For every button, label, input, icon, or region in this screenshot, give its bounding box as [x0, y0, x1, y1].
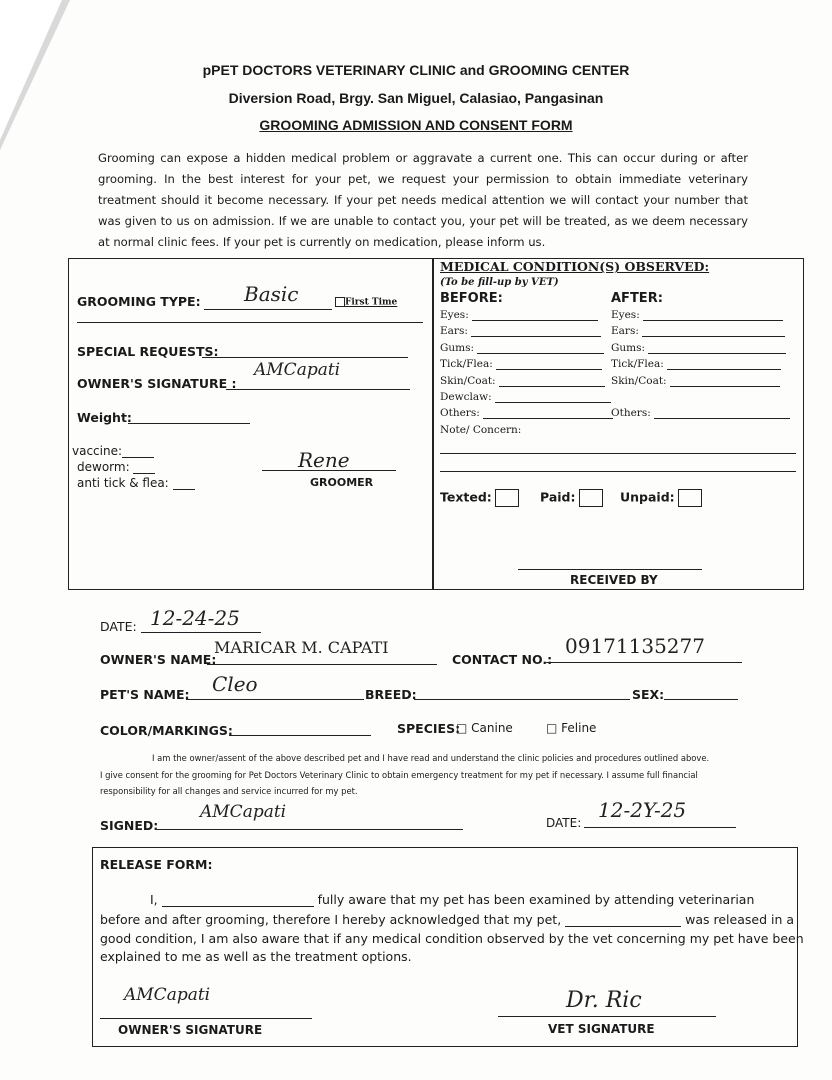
- pet-name-label: PET'S NAME:: [100, 687, 190, 702]
- owner-signature-value: AMCapati: [254, 360, 341, 380]
- consent-text-1: I am the owner/assent of the above described pet and I have read and understand the clinic policies and procedures outlined above.: [152, 753, 710, 763]
- divider: [432, 258, 434, 590]
- grooming-type-label: GROOMING TYPE:: [77, 294, 201, 309]
- paid-label: Paid:: [540, 489, 576, 505]
- anti-tick-label: [77, 476, 195, 490]
- pet-name-value: Cleo: [212, 672, 258, 696]
- owner-name-blank[interactable]: [162, 906, 314, 907]
- consent-text-3: responsibility for all changes and service incurred for my pet.: [100, 786, 358, 796]
- intro-text: Grooming can expose a hidden medical problem or aggravate a current one. This can occur during or after grooming. In the best interest for your pet, we request your permission to obtain immediate veterinary treatment should it become necessary. If your pet needs medical attention we will contact your number that was given to us on admission. If we are unable to contact you, your pet will be treated, as we deem necessary at normal clinic fees. If your pet is currently on medication, please inform us.: [98, 151, 748, 249]
- color-field[interactable]: [229, 720, 371, 736]
- after-item[interactable]: Others:: [611, 407, 790, 423]
- unpaid-checkbox[interactable]: [620, 489, 702, 507]
- release-owner-signature-line[interactable]: [100, 1018, 312, 1019]
- after-item[interactable]: Eyes:: [611, 309, 790, 325]
- first-time-label: First Time: [345, 297, 398, 308]
- after-item[interactable]: Ears:: [611, 325, 790, 341]
- before-item[interactable]: Tick/Flea:: [440, 358, 613, 374]
- release-title: RELEASE FORM:: [100, 857, 213, 872]
- vet-signature-value: Dr. Ric: [566, 988, 642, 1013]
- before-item[interactable]: Ears:: [440, 325, 613, 341]
- release-box: [92, 847, 798, 1047]
- release-line-3: good condition, I am also aware that if any medical condition observed by the vet concerning my pet have been: [100, 931, 804, 946]
- after-item[interactable]: Skin/Coat:: [611, 375, 790, 391]
- owner-name-label: OWNER'S NAME:: [100, 652, 217, 667]
- after-list: [611, 309, 790, 424]
- owner-name-value: MARICAR M. CAPATI: [214, 638, 389, 657]
- unpaid-label: Unpaid:: [620, 489, 675, 505]
- weight-field[interactable]: [128, 408, 250, 424]
- note-line[interactable]: [440, 453, 796, 454]
- sex-field[interactable]: [664, 684, 738, 700]
- date-label: DATE:: [100, 619, 137, 634]
- form-title: GROOMING ADMISSION AND CONSENT FORM: [259, 117, 573, 133]
- release-owner-signature-value: AMCapati: [124, 985, 211, 1005]
- after-item[interactable]: Tick/Flea:: [611, 358, 790, 374]
- special-requests-label: SPECIAL REQUESTS:: [77, 344, 219, 359]
- vet-signature-line[interactable]: [498, 1016, 716, 1017]
- release-line-2: before and after grooming, therefore I hereby acknowledged that my pet, was released in a: [100, 912, 795, 927]
- before-heading: BEFORE:: [440, 291, 503, 306]
- deworm-text: deworm:: [77, 460, 130, 474]
- date-value: 12-24-25: [150, 606, 240, 630]
- before-item[interactable]: Others:: [440, 407, 613, 423]
- before-item[interactable]: Gums:: [440, 342, 613, 358]
- note-line[interactable]: [440, 471, 796, 472]
- breed-label: BREED:: [365, 687, 417, 702]
- signed-label: SIGNED:: [100, 818, 159, 833]
- texted-checkbox[interactable]: [440, 489, 519, 507]
- vet-signature-label: VET SIGNATURE: [548, 1022, 655, 1036]
- received-by-label: RECEIVED BY: [570, 573, 658, 587]
- paid-checkbox[interactable]: [540, 489, 603, 507]
- before-item[interactable]: Dewclaw:: [440, 391, 613, 407]
- pet-name-blank[interactable]: [565, 926, 681, 927]
- received-by-line[interactable]: [518, 569, 702, 570]
- before-item[interactable]: Eyes:: [440, 309, 613, 325]
- grooming-type-line2: [77, 322, 423, 323]
- consent-date-label: DATE:: [546, 816, 582, 830]
- groomer-value: Rene: [298, 448, 350, 472]
- release-owner-signature-label: OWNER'S SIGNATURE: [118, 1023, 263, 1037]
- texted-label: Texted:: [440, 489, 492, 505]
- vaccine-text: vaccine:: [72, 444, 123, 458]
- consent-date-value: 12-2Y-25: [598, 798, 687, 822]
- vaccine-label: [72, 444, 154, 458]
- species-label: SPECIES:: [397, 721, 461, 736]
- first-time-checkbox[interactable]: [335, 297, 397, 308]
- contact-value: 09171135277: [565, 634, 705, 658]
- signed-value: AMCapati: [200, 802, 287, 822]
- anti-tick-text: anti tick & flea:: [77, 476, 169, 490]
- special-requests-field[interactable]: [202, 342, 408, 358]
- before-list: [440, 309, 613, 440]
- breed-field[interactable]: [414, 684, 630, 700]
- release-line-1: I, fully aware that my pet has been examined by attending veterinarian: [150, 892, 755, 907]
- note-label: Note/ Concern:: [440, 423, 522, 436]
- feline-checkbox[interactable]: □ Feline: [546, 721, 597, 735]
- clinic-name: pPET DOCTORS VETERINARY CLINIC and GROOMING CENTER: [202, 62, 630, 78]
- release-line-4: explained to me as well as the treatment options.: [100, 949, 412, 964]
- contact-label: CONTACT NO.:: [452, 652, 553, 667]
- color-label: COLOR/MARKINGS:: [100, 723, 233, 738]
- before-item[interactable]: Skin/Coat:: [440, 375, 613, 391]
- owner-signature-label: OWNER'S SIGNATURE :: [77, 376, 237, 391]
- consent-text-2: I give consent for the grooming for Pet Doctors Veterinary Clinic to obtain emergency treatment for my pet if necessary. I assume full financial: [100, 770, 698, 780]
- medical-subtitle: (To be fill-up by VET): [440, 277, 559, 288]
- after-item[interactable]: Gums:: [611, 342, 790, 358]
- groomer-label: GROOMER: [310, 476, 374, 489]
- clinic-address: Diversion Road, Brgy. San Miguel, Calasiao, Pangasinan: [228, 90, 604, 106]
- after-heading: AFTER:: [611, 291, 663, 306]
- sex-label: SEX:: [632, 687, 665, 702]
- weight-label: Weight:: [77, 410, 132, 425]
- deworm-label: [77, 460, 155, 474]
- medical-title: MEDICAL CONDITION(S) OBSERVED:: [440, 259, 710, 274]
- grooming-type-value: Basic: [244, 282, 299, 306]
- canine-checkbox[interactable]: □ Canine: [456, 721, 513, 735]
